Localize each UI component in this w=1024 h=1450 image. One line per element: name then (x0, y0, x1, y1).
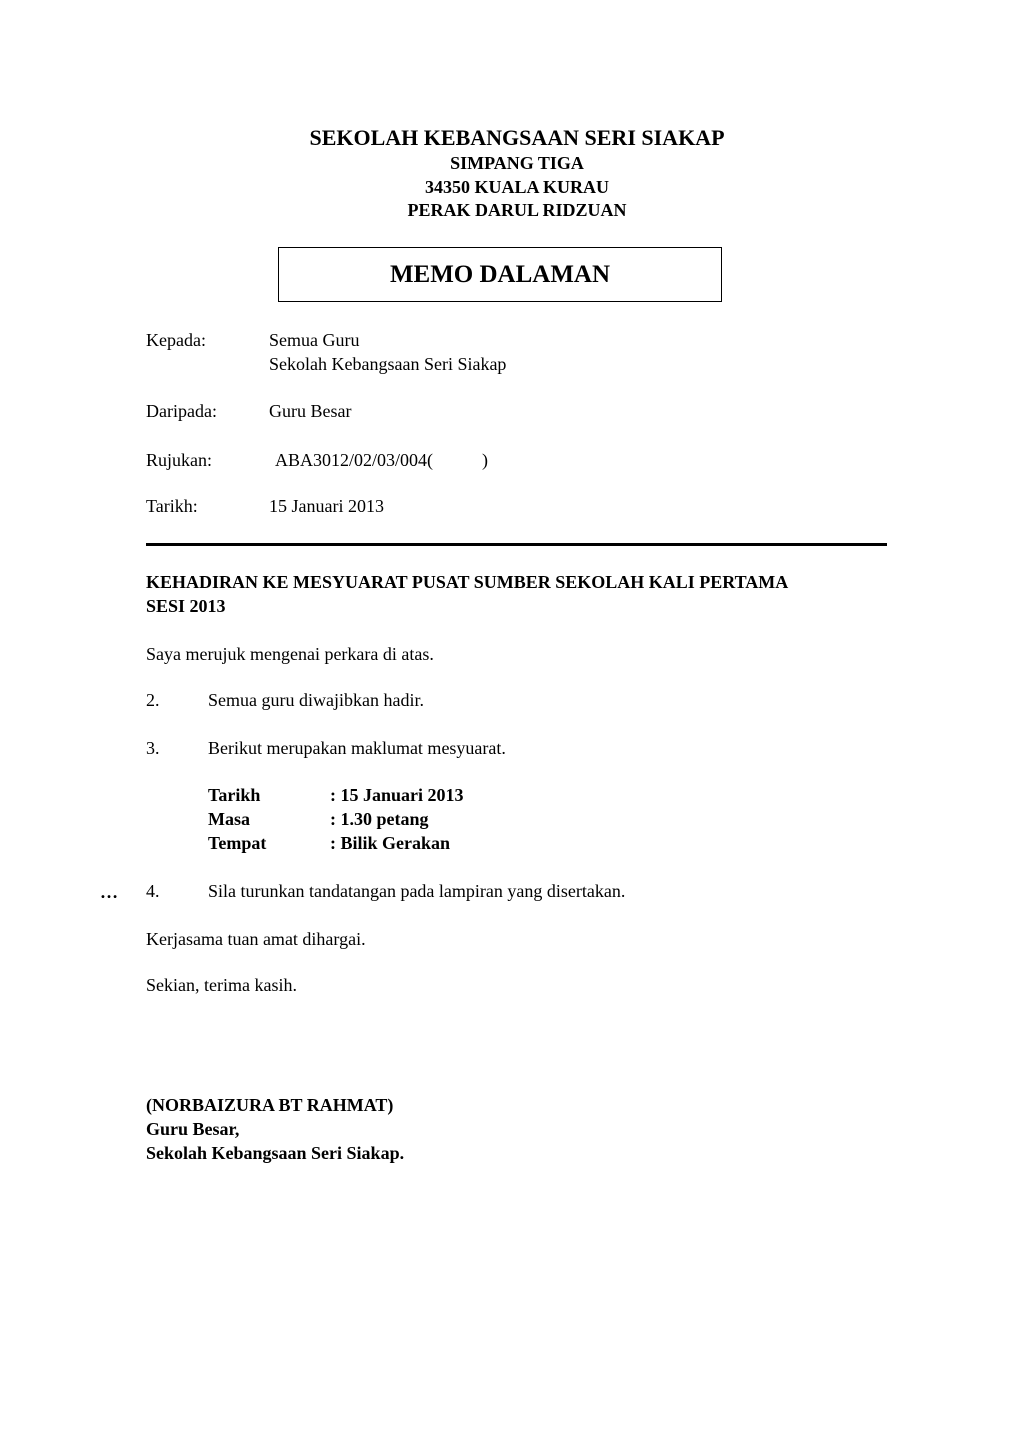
kepada-value-2: Sekolah Kebangsaan Seri Siakap (269, 354, 507, 374)
paragraph-4-text: Sila turunkan tandatangan pada lampiran yang disertakan. (208, 881, 626, 901)
rujukan-close-paren: ) (482, 450, 488, 470)
detail-value-tempat: : Bilik Gerakan (330, 833, 451, 853)
closing-line-2: Sekian, terima kasih. (146, 975, 297, 995)
intro-paragraph: Saya merujuk mengenai perkara di atas. (146, 644, 434, 664)
tarikh-value: 15 Januari 2013 (269, 496, 384, 516)
detail-label-tarikh: Tarikh (208, 785, 261, 805)
paragraph-2-number: 2. (146, 690, 160, 710)
detail-label-tempat: Tempat (208, 833, 267, 853)
paragraph-3-text: Berikut merupakan maklumat mesyuarat. (208, 738, 506, 758)
kepada-label: Kepada: (146, 330, 206, 350)
school-name: SEKOLAH KEBANGSAAN SERI SIAKAP (309, 125, 725, 150)
daripada-value: Guru Besar (269, 401, 352, 421)
signatory-organization: Sekolah Kebangsaan Seri Siakap. (146, 1143, 405, 1163)
detail-value-tarikh: : 15 Januari 2013 (330, 785, 464, 805)
address-line-3: PERAK DARUL RIDZUAN (407, 200, 627, 220)
daripada-label: Daripada: (146, 401, 217, 421)
rujukan-value: ABA3012/02/03/004( (275, 450, 434, 470)
signatory-title: Guru Besar, (146, 1119, 240, 1139)
memo-title: MEMO DALAMAN (389, 260, 611, 288)
paragraph-3-number: 3. (146, 738, 160, 758)
closing-line-1: Kerjasama tuan amat dihargai. (146, 929, 366, 949)
subject-line-2: SESI 2013 (146, 596, 226, 616)
signatory-name: (NORBAIZURA BT RAHMAT) (146, 1095, 394, 1115)
address-line-2: 34350 KUALA KURAU (424, 177, 609, 197)
memo-title-box (278, 247, 722, 302)
address-line-1: SIMPANG TIGA (450, 153, 584, 173)
kepada-value-1: Semua Guru (269, 330, 360, 350)
rujukan-label: Rujukan: (146, 450, 212, 470)
ellipsis-marker: … (100, 882, 118, 902)
tarikh-label: Tarikh: (146, 496, 198, 516)
subject-line-1: KEHADIRAN KE MESYUARAT PUSAT SUMBER SEKOLAH KALI PERTAMA (146, 572, 789, 592)
paragraph-4-number: 4. (146, 881, 160, 901)
paragraph-2-text: Semua guru diwajibkan hadir. (208, 690, 424, 710)
header-divider (146, 543, 887, 546)
detail-value-masa: : 1.30 petang (330, 809, 429, 829)
detail-label-masa: Masa (208, 809, 250, 829)
